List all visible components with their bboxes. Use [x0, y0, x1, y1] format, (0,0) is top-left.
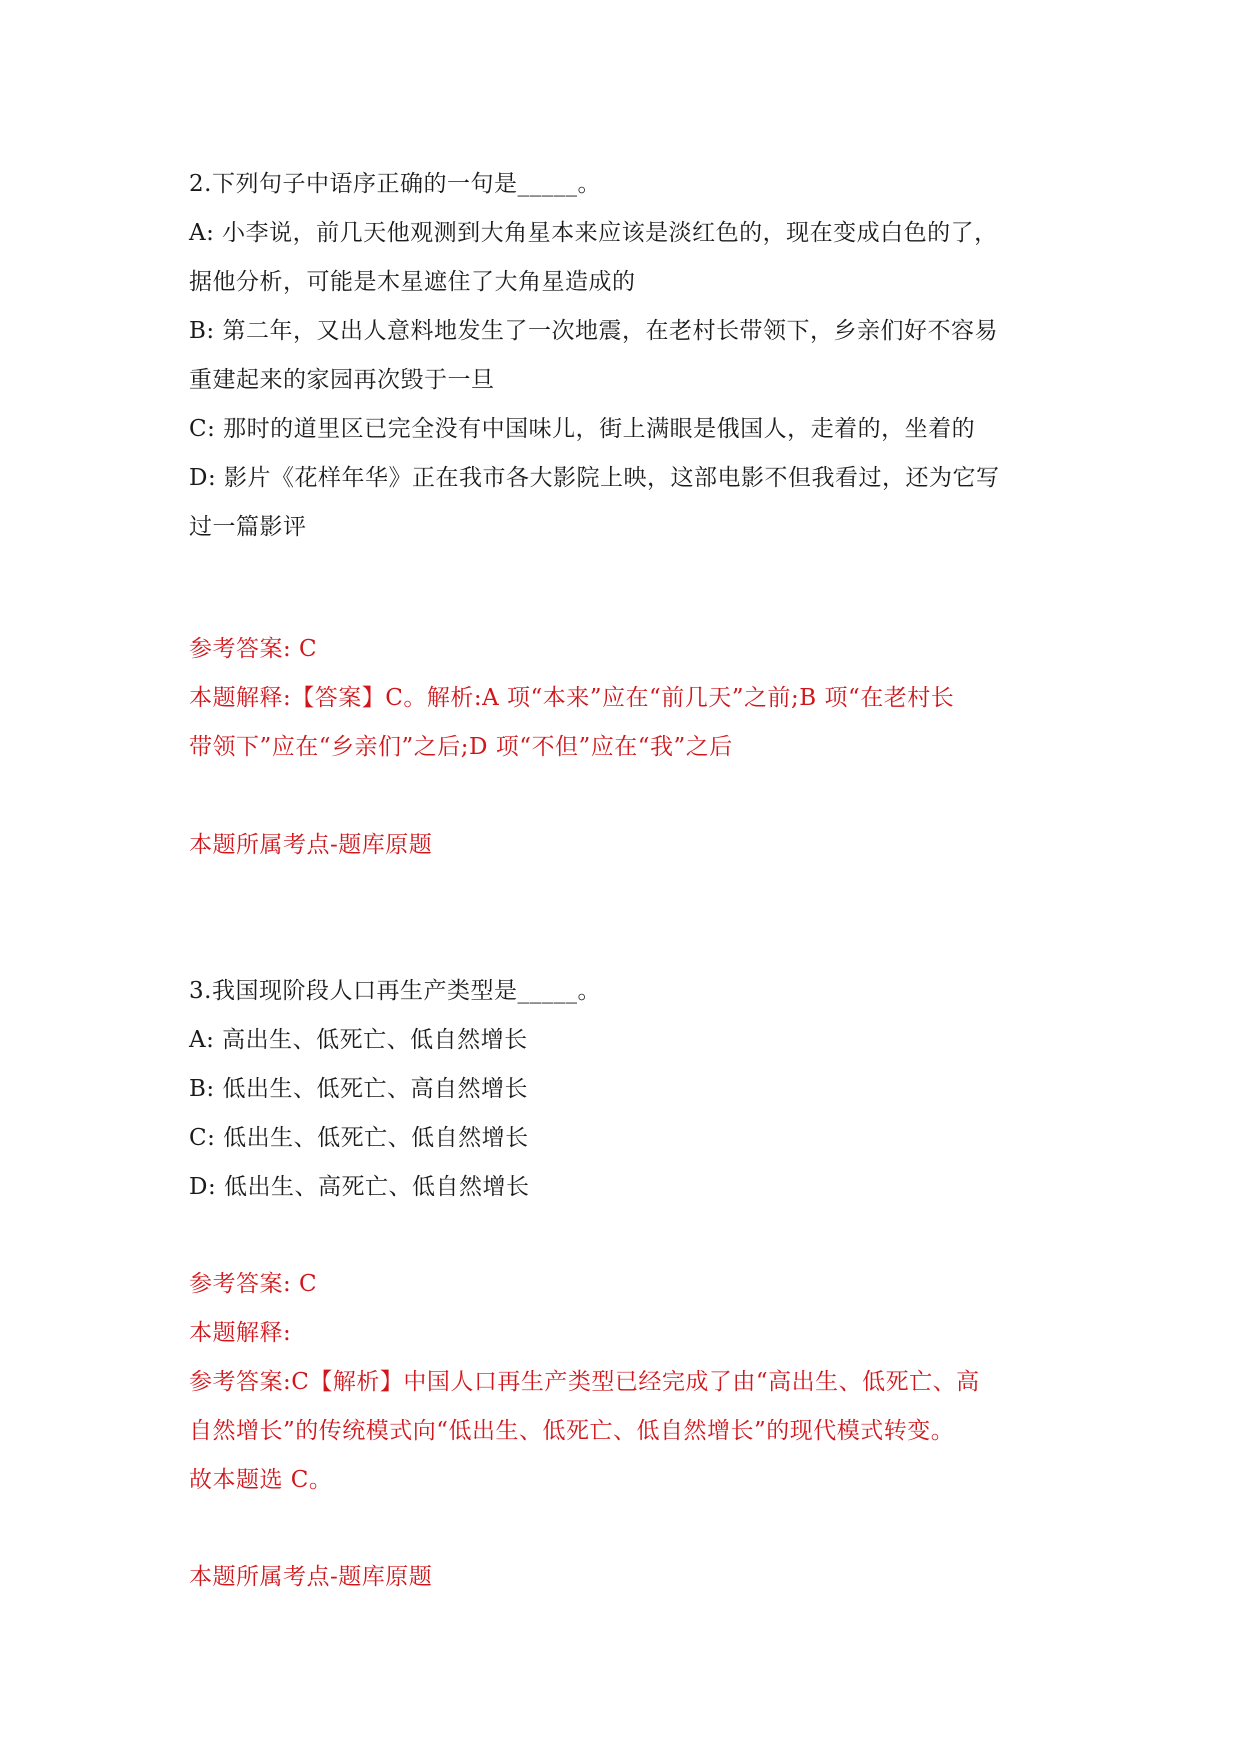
option-d-line-2: 过一篇影评	[189, 514, 307, 540]
explanation-line-1: 本题解释:	[189, 1320, 292, 1346]
explanation-line-1: 本题解释:【答案】C。解析:A 项“本来”应在“前几天”之前;B 项“在老村长	[189, 685, 955, 711]
option-a-line-2: 据他分析，可能是木星遮住了大角星造成的	[189, 269, 636, 295]
topic-tag: 本题所属考点-题库原题	[189, 832, 433, 858]
question-2-block	[189, 160, 1069, 552]
option-d-line-1: D: 低出生、高死亡、低自然增长	[189, 1174, 530, 1200]
question-2-tag-block	[189, 821, 1069, 870]
question-3-answer-block	[189, 1260, 1069, 1505]
option-c-line-1: C: 低出生、低死亡、低自然增长	[189, 1125, 529, 1151]
option-b-line-2: 重建起来的家园再次毁于一旦	[189, 367, 495, 393]
question-stem: 3.我国现阶段人口再生产类型是_____。	[189, 978, 601, 1004]
topic-tag: 本题所属考点-题库原题	[189, 1564, 433, 1590]
option-d-line-1: D: 影片《花样年华》正在我市各大影院上映，这部电影不但我看过，还为它写	[189, 465, 1000, 491]
option-b-line-1: B: 第二年，又出人意料地发生了一次地震，在老村长带领下，乡亲们好不容易	[189, 318, 998, 344]
explanation-line-4: 故本题选 C。	[189, 1467, 333, 1493]
question-stem: 2.下列句子中语序正确的一句是_____。	[189, 171, 601, 197]
explanation-line-3: 自然增长”的传统模式向“低出生、低死亡、低自然增长”的现代模式转变。	[189, 1418, 955, 1444]
option-a-line-1: A: 小李说，前几天他观测到大角星本来应该是淡红色的，现在变成白色的了，	[189, 220, 998, 246]
question-3-block	[189, 967, 1069, 1212]
question-3-tag-block	[189, 1553, 1069, 1602]
question-2-answer-block	[189, 625, 1069, 772]
answer-line: 参考答案: C	[189, 636, 318, 662]
option-b-line-1: B: 低出生、低死亡、高自然增长	[189, 1076, 528, 1102]
explanation-line-2: 参考答案:C【解析】中国人口再生产类型已经完成了由“高出生、低死亡、高	[189, 1369, 980, 1395]
option-a-line-1: A: 高出生、低死亡、低自然增长	[189, 1027, 528, 1053]
explanation-line-2: 带领下”应在“乡亲们”之后;D 项“不但”应在“我”之后	[189, 734, 733, 760]
option-c-line-1: C: 那时的道里区已完全没有中国味儿，街上满眼是俄国人，走着的，坐着的	[189, 416, 976, 442]
answer-line: 参考答案: C	[189, 1271, 318, 1297]
